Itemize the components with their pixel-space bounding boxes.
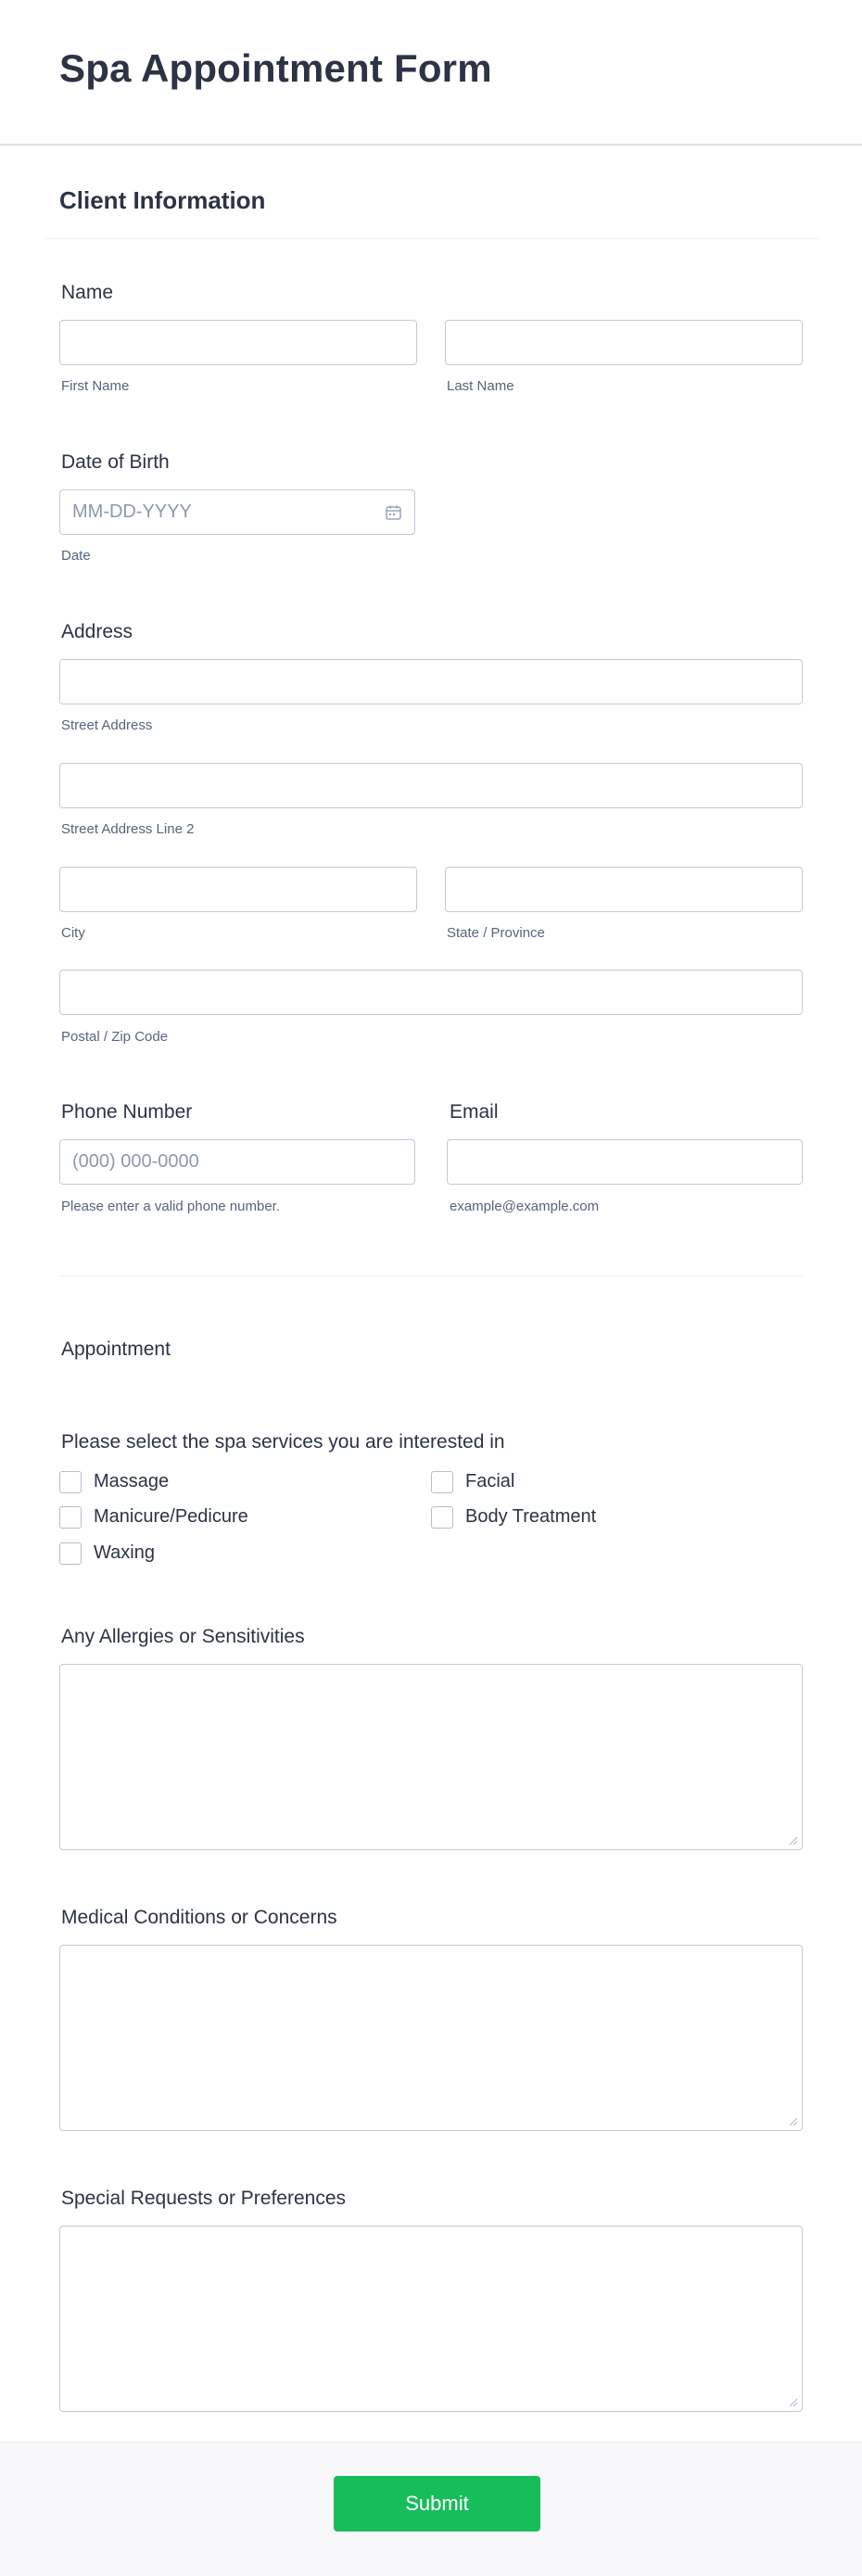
medical-conditions-label: Medical Conditions or Concerns xyxy=(61,1907,337,1928)
resize-grip-icon[interactable] xyxy=(789,2398,798,2407)
date-of-birth-label: Date of Birth xyxy=(61,451,170,473)
last-name-input[interactable] xyxy=(445,320,803,365)
allergies-label: Any Allergies or Sensitivities xyxy=(61,1626,305,1647)
phone-number-label: Phone Number xyxy=(61,1101,193,1123)
checkbox-facial[interactable] xyxy=(431,1471,453,1493)
name-label: Name xyxy=(61,282,114,303)
checkbox-label-massage[interactable]: Massage xyxy=(94,1471,170,1491)
checkbox-waxing[interactable] xyxy=(59,1542,82,1565)
postal-zip-code-input[interactable] xyxy=(59,970,803,1015)
special-requests-label: Special Requests or Preferences xyxy=(61,2188,346,2209)
special-requests-textarea[interactable] xyxy=(59,2226,803,2412)
email-sublabel: example@example.com xyxy=(450,1199,600,1214)
city-sublabel: City xyxy=(61,925,85,941)
email-input[interactable] xyxy=(447,1139,803,1185)
state-province-input[interactable] xyxy=(445,867,803,912)
form-title: Spa Appointment Form xyxy=(59,46,492,90)
checkbox-manicure-pedicure[interactable] xyxy=(59,1506,82,1529)
section-title-appointment: Appointment xyxy=(61,1339,171,1360)
medical-conditions-textarea[interactable] xyxy=(59,1945,803,2131)
state-province-sublabel: State / Province xyxy=(447,925,545,941)
date-sublabel: Date xyxy=(61,548,91,564)
section-title-client-information: Client Information xyxy=(59,186,266,214)
address-label: Address xyxy=(61,621,133,642)
city-input[interactable] xyxy=(59,867,417,912)
section-divider xyxy=(59,1275,803,1276)
street-address-sublabel: Street Address xyxy=(61,717,153,733)
calendar-icon[interactable] xyxy=(386,505,401,520)
resize-grip-icon[interactable] xyxy=(789,2117,798,2126)
phone-number-sublabel: Please enter a valid phone number. xyxy=(61,1199,280,1214)
first-name-sublabel: First Name xyxy=(61,378,130,394)
submit-button[interactable]: Submit xyxy=(334,2476,540,2532)
checkbox-massage[interactable] xyxy=(59,1471,82,1493)
postal-zip-code-sublabel: Postal / Zip Code xyxy=(61,1029,169,1045)
allergies-textarea[interactable] xyxy=(59,1664,803,1850)
street-address-line-2-input[interactable] xyxy=(59,763,803,808)
spa-services-label: Please select the spa services you are interested in xyxy=(61,1431,505,1453)
section-divider xyxy=(44,238,818,239)
date-of-birth-input[interactable] xyxy=(59,489,415,535)
form-header xyxy=(0,0,862,146)
street-address-line-2-sublabel: Street Address Line 2 xyxy=(61,821,195,837)
last-name-sublabel: Last Name xyxy=(447,378,514,394)
phone-number-input[interactable] xyxy=(59,1139,415,1185)
checkbox-label-waxing[interactable]: Waxing xyxy=(94,1542,155,1563)
checkbox-label-manicure-pedicure[interactable]: Manicure/Pedicure xyxy=(94,1506,248,1527)
checkbox-label-facial[interactable]: Facial xyxy=(465,1471,515,1491)
email-label: Email xyxy=(450,1101,499,1123)
street-address-input[interactable] xyxy=(59,659,803,704)
resize-grip-icon[interactable] xyxy=(789,1836,798,1846)
checkbox-label-body-treatment[interactable]: Body Treatment xyxy=(465,1506,597,1527)
checkbox-body-treatment[interactable] xyxy=(431,1506,453,1529)
first-name-input[interactable] xyxy=(59,320,417,365)
